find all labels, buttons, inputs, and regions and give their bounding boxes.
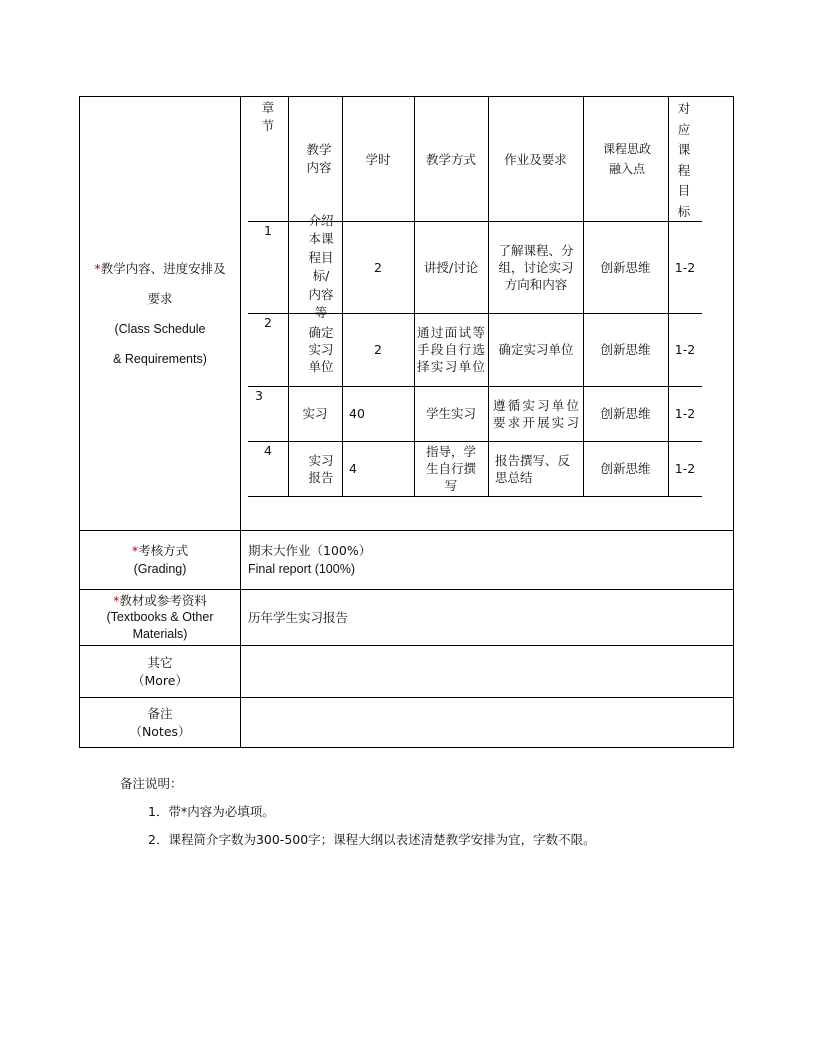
row1-chapter: 1	[264, 222, 272, 238]
header-content: 教学内容	[306, 142, 332, 175]
row2-hours: 2	[374, 342, 382, 357]
row2-content: 确定实习单位	[308, 325, 334, 374]
grading-value: 期末大作业（100%） Final report (100%)	[248, 543, 372, 576]
header-ideology: 课程思政融入点	[602, 142, 651, 176]
row4-content: 实习报告	[308, 452, 334, 485]
more-label: 其它 （More）	[132, 654, 188, 688]
row2-homework: 确定实习单位	[498, 342, 574, 357]
row2-ideology: 创新思维	[600, 342, 651, 357]
row2-chapter: 2	[264, 314, 272, 330]
schedule-table	[248, 97, 702, 497]
row3-hours: 40	[349, 406, 365, 421]
footnotes	[120, 770, 596, 854]
header-chapter: 章节	[261, 100, 275, 133]
row2-method: 通过面试等手段自行选择实习单位	[417, 325, 485, 374]
row1-objective: 1-2	[674, 259, 696, 275]
header-method: 教学方式	[425, 151, 476, 167]
row4-hours: 4	[349, 461, 357, 476]
header-objective: 对应课程目标	[677, 101, 691, 219]
row4-method: 指导，学生自行撰写	[425, 444, 476, 493]
textbooks-label: *教材或参考资料 (Textbooks & Other Materials)	[106, 593, 214, 641]
row3-homework: 遵循实习单位要求开展实习	[493, 397, 579, 430]
row3-ideology: 创新思维	[600, 406, 651, 421]
footnote-item: 1．带*内容为必填项。	[148, 804, 275, 819]
row3-content: 实习	[302, 406, 328, 421]
row1-method: 讲授/讨论	[423, 259, 479, 275]
row1-hours: 2	[374, 259, 382, 275]
row3-method: 学生实习	[425, 406, 476, 421]
required-mark: *	[94, 260, 101, 276]
footnote-item: 2．课程简介字数为300-500字；课程大纲以表述清楚教学安排为宜，字数不限。	[148, 832, 596, 847]
schedule-label-cn-2: 要求	[147, 290, 173, 306]
header-homework: 作业及要求	[504, 151, 567, 167]
schedule-label-cn: 教学内容、进度安排及	[100, 260, 226, 276]
row3-chapter: 3	[255, 387, 263, 403]
row4-chapter: 4	[264, 442, 272, 458]
schedule-label-en: (Class Schedule	[114, 321, 206, 336]
row1-homework: 了解课程、分组，讨论实习方向和内容	[498, 242, 574, 292]
row1-ideology: 创新思维	[600, 259, 651, 275]
row2-objective: 1-2	[674, 342, 696, 357]
required-mark: *	[131, 543, 139, 558]
schedule-label	[80, 97, 240, 530]
schedule-label-en-2: & Requirements)	[113, 351, 207, 366]
row1-content: 介绍本课程目标/内容等	[308, 212, 334, 320]
row3-objective: 1-2	[674, 406, 696, 421]
notes-label: 备注 （Notes）	[129, 706, 191, 739]
header-hours: 学时	[365, 151, 391, 167]
column-divider	[240, 97, 241, 747]
row4-objective: 1-2	[674, 461, 696, 476]
textbooks-value: 历年学生实习报告	[248, 609, 349, 625]
row4-ideology: 创新思维	[600, 461, 651, 476]
required-mark: *	[113, 593, 120, 608]
grading-label: *考核方式 (Grading)	[131, 543, 189, 576]
syllabus-table	[79, 96, 734, 748]
row4-homework: 报告撰写、反思总结	[495, 452, 571, 485]
footnotes-title: 备注说明：	[120, 776, 183, 791]
